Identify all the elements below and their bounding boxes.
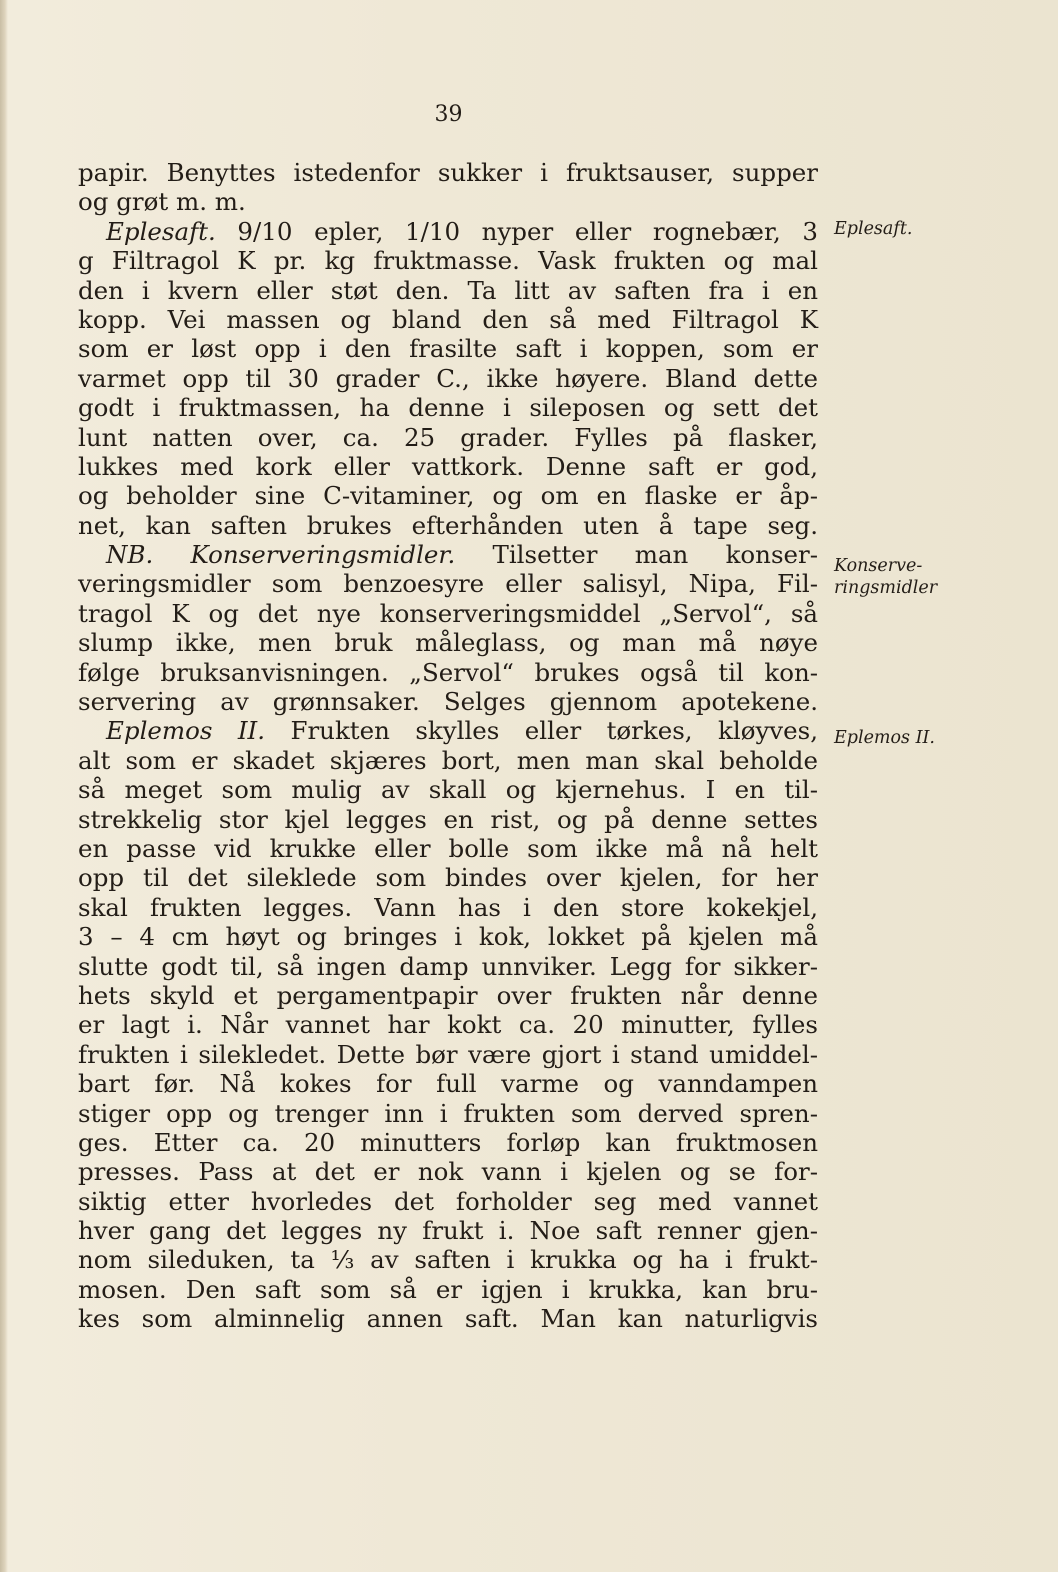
text-line — [78, 452, 818, 481]
section-heading: Eplemos II. — [106, 716, 266, 746]
line-text: godt i fruktmassen, ha denne i sileposen og sett det — [78, 393, 818, 423]
text-line — [78, 893, 818, 922]
text-line — [78, 540, 818, 569]
text-line — [78, 628, 818, 657]
line-text: den i kvern eller støt den. Ta litt av saften fra i en — [78, 275, 818, 305]
line-text: og beholder sine C-vitaminer, og om en flaske er åp- — [78, 481, 818, 511]
text-line — [78, 1069, 818, 1098]
text-line — [78, 1304, 818, 1333]
line-text: hver gang det legges ny frukt i. Noe saft renner gjen- — [78, 1216, 818, 1246]
line-text: Frukten skylles eller tørkes, kløyves, — [265, 716, 818, 746]
page-left-edge — [0, 0, 8, 1572]
text-line — [78, 1157, 818, 1186]
text-line — [78, 334, 818, 363]
text-line — [78, 716, 818, 745]
line-text: strekkelig stor kjel legges en rist, og på denne settes — [78, 804, 818, 834]
line-text: opp til det sileklede som bindes over kjelen, for her — [78, 863, 818, 893]
line-text: tragol K og det nye konserveringsmiddel „Servol“, så — [78, 598, 818, 628]
text-line — [78, 246, 818, 275]
line-text: veringsmidler som benzoesyre eller salisyl, Nipa, Fil- — [78, 569, 818, 599]
line-text: hets skyld et pergamentpapir over frukten når denne — [78, 980, 818, 1010]
line-text: er lagt i. Når vannet har kokt ca. 20 minutter, fylles — [78, 1010, 818, 1040]
line-text: Tilsetter man konser- — [455, 540, 819, 570]
text-line — [78, 834, 818, 863]
text-line — [78, 687, 818, 716]
text-line — [78, 364, 818, 393]
text-line — [78, 952, 818, 981]
text-line — [78, 1010, 818, 1039]
line-text: papir. Benyttes istedenfor sukker i fruktsauser, supper — [78, 158, 818, 187]
text-line — [78, 1099, 818, 1128]
line-text: bart før. Nå kokes for full varme og vanndampen — [78, 1069, 818, 1099]
text-line — [78, 922, 818, 951]
margin-note-konserveringsmidler: ringsmidler — [834, 578, 938, 598]
text-line — [78, 775, 818, 804]
line-text: varmet opp til 30 grader C., ikke høyere. Bland dette — [78, 363, 818, 393]
text-line — [78, 393, 818, 422]
line-text: følge bruksanvisningen. „Servol“ brukes også til kon- — [78, 657, 818, 687]
text-line — [78, 1216, 818, 1245]
text-line — [78, 746, 818, 775]
line-text: net, kan saften brukes efterhånden uten å tape seg. — [78, 510, 818, 540]
text-line — [78, 981, 818, 1010]
line-text: lunt natten over, ca. 25 grader. Fylles på flasker, — [78, 422, 818, 452]
line-text: ges. Etter ca. 20 minutters forløp kan fruktmosen — [78, 1127, 818, 1157]
line-text: nom sileduken, ta ⅓ av saften i krukka og ha i frukt- — [78, 1245, 818, 1275]
text-line — [78, 1245, 818, 1274]
page-number: 39 — [434, 102, 463, 127]
line-text: som er løst opp i den frasilte saft i koppen, som er — [78, 334, 818, 364]
line-text: og grøt m. m. — [78, 187, 246, 217]
text-line — [78, 658, 818, 687]
line-text: servering av grønnsaker. Selges gjennom apotekene. — [78, 687, 818, 717]
text-line — [78, 276, 818, 305]
text-line — [78, 305, 818, 334]
text-line — [78, 1275, 818, 1304]
line-text: stiger opp og trenger inn i frukten som derved spren- — [78, 1098, 818, 1128]
text-line — [78, 423, 818, 452]
body-text — [78, 158, 818, 1334]
text-line — [78, 1187, 818, 1216]
section-heading: Eplesaft. — [106, 216, 216, 246]
text-line — [78, 863, 818, 892]
line-text: skal frukten legges. Vann has i den store kokekjel, — [78, 892, 818, 922]
text-line — [78, 1040, 818, 1069]
line-text: 9/10 epler, 1/10 nyper eller rognebær, 3 — [215, 216, 818, 246]
text-line — [78, 158, 818, 187]
margin-note-konserve: Konserve- — [834, 556, 923, 576]
line-text: slump ikke, men bruk måleglass, og man må nøye — [78, 628, 818, 658]
line-text: lukkes med kork eller vattkork. Denne saft er god, — [78, 451, 818, 481]
line-text: frukten i silekledet. Dette bør være gjort i stand umiddel- — [78, 1039, 818, 1069]
text-line — [78, 569, 818, 598]
line-text: kopp. Vei massen og bland den så med Filtragol K — [78, 304, 818, 334]
text-line — [78, 805, 818, 834]
line-text: så meget som mulig av skall og kjernehus. I en til- — [78, 775, 818, 805]
line-text: mosen. Den saft som så er igjen i krukka, kan bru- — [78, 1274, 818, 1304]
line-text: en passe vid krukke eller bolle som ikke må nå helt — [78, 833, 818, 863]
text-line — [78, 481, 818, 510]
line-text: kes som alminnelig annen saft. Man kan naturligvis — [78, 1304, 818, 1334]
line-text: g Filtragol K pr. kg fruktmasse. Vask frukten og mal — [78, 246, 818, 276]
section-heading: NB. Konserveringsmidler. — [106, 540, 456, 570]
line-text: siktig etter hvorledes det forholder seg med vannet — [78, 1186, 818, 1216]
margin-note-eplesaft: Eplesaft. — [834, 219, 913, 239]
text-line — [78, 187, 818, 216]
margin-note-eplemos: Eplemos II. — [834, 728, 935, 748]
line-text: 3 – 4 cm høyt og bringes i kok, lokket på kjelen må — [78, 922, 818, 952]
line-text: slutte godt til, så ingen damp unnviker. Legg for sikker- — [78, 951, 818, 981]
text-line — [78, 511, 818, 540]
text-line — [78, 217, 818, 246]
line-text: alt som er skadet skjæres bort, men man skal beholde — [78, 745, 818, 775]
text-line — [78, 1128, 818, 1157]
text-line — [78, 599, 818, 628]
line-text: presses. Pass at det er nok vann i kjelen og se for- — [78, 1157, 818, 1187]
